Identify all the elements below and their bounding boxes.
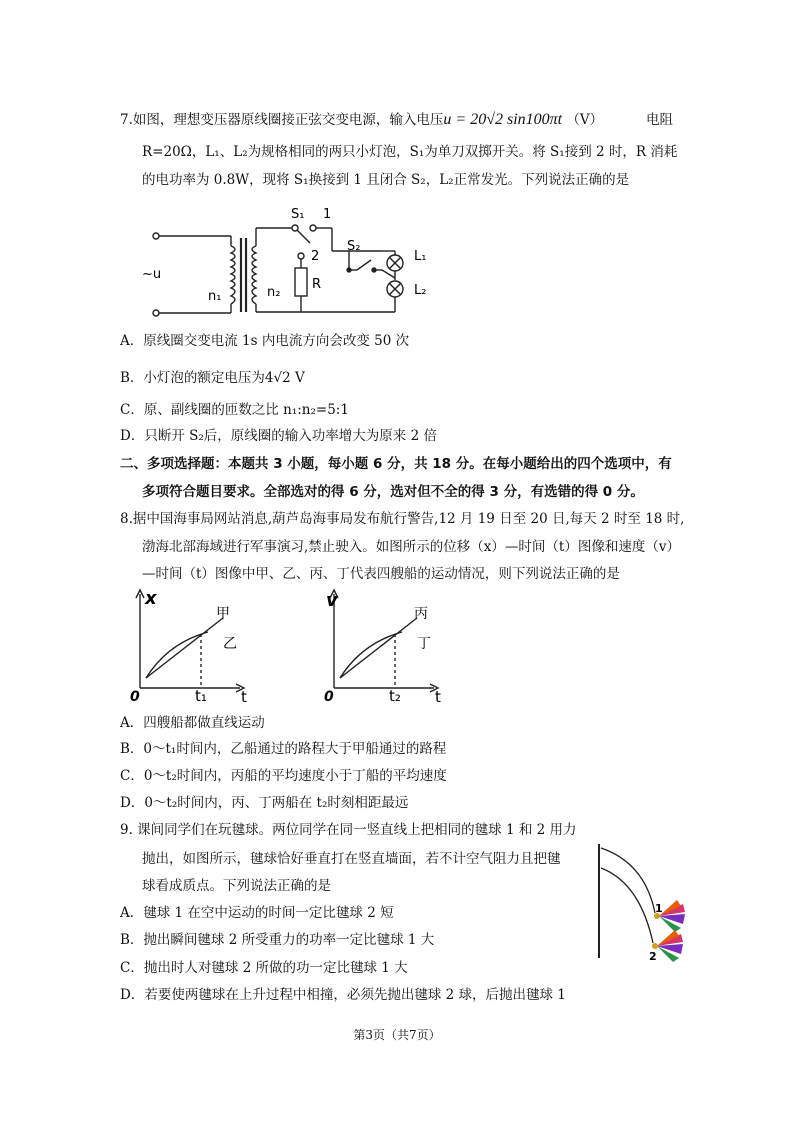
- q7-stem-line2: R=20Ω，L₁、L₂为规格相同的两只小灯泡，S₁为单刀双掷开关。将 S₁接到 2 时，R 消耗: [142, 144, 678, 160]
- label-1: 1: [323, 207, 332, 222]
- label-n2: n₂: [267, 285, 281, 300]
- vt-curve-ding: 丁: [417, 636, 431, 652]
- label-l2: L₂: [414, 283, 427, 298]
- q7-stem-line3: 的电功率为 0.8W，现将 S₁换接到 1 且闭合 S₂，L₂正常发光。下列说法正确的是: [142, 172, 630, 188]
- vt-origin: 0: [324, 689, 334, 705]
- label-n1: n₁: [208, 289, 222, 304]
- vt-curve-bing: 丙: [414, 606, 428, 622]
- q8-option-a: A．四艘船都做直线运动: [120, 715, 265, 731]
- q8-option-d: D．0～t₂时间内，丙、丁两船在 t₂时刻相距最远: [120, 795, 409, 811]
- q7-option-b: B．小灯泡的额定电压为4√2 V: [120, 370, 305, 386]
- q7-option-d: D．只断开 S₂后，原线圈的输入功率增大为原来 2 倍: [120, 428, 437, 444]
- q7-resistor-word: 电阻: [646, 112, 673, 128]
- vt-tick-t2: t₂: [389, 687, 401, 705]
- label-u: ~u: [142, 267, 162, 282]
- q7-voltage-formula: u = 20√2 sin100πt: [443, 111, 563, 128]
- label-2: 2: [311, 249, 320, 264]
- q9-option-a: A．毽球 1 在空中运动的时间一定比毽球 2 短: [120, 905, 394, 921]
- label-ball-1: 1: [655, 902, 663, 915]
- q9-option-c: C．抛出时人对毽球 2 所做的功一定比毽球 1 大: [120, 960, 408, 976]
- q7-option-a: A．原线圈交变电流 1s 内电流方向会改变 50 次: [120, 333, 410, 349]
- q8-option-c: C．0～t₂时间内，丙船的平均速度小于丁船的平均速度: [120, 768, 447, 784]
- xt-xlabel: t: [241, 688, 247, 706]
- xt-origin: 0: [130, 689, 140, 705]
- label-r: R: [312, 277, 322, 292]
- q8-stem-line1: 8.据中国海事局网站消息,葫芦岛海事局发布航行警告,12 月 19 日至 20 日,每天 2 时至 18 时,: [120, 511, 685, 527]
- xt-tick-t1: t₁: [195, 687, 207, 705]
- label-s1: S₁: [291, 207, 305, 222]
- q9-option-d: D．若要使两毽球在上升过程中相撞，必须先抛出毽球 2 球，后抛出毽球 1: [120, 987, 566, 1003]
- vt-ylabel: v: [326, 590, 338, 611]
- q7-unit: （V）: [566, 112, 604, 128]
- xt-curve-jia: 甲: [216, 606, 230, 622]
- q8-vt-graph: [322, 588, 462, 713]
- q9-option-b: B．抛出瞬间毽球 2 所受重力的功率一定比毽球 1 大: [120, 932, 435, 948]
- q8-option-b: B．0～t₁时间内，乙船通过的路程大于甲船通过的路程: [120, 741, 447, 757]
- q8-stem-line2: 渤海北部海域进行军事演习,禁止驶入。如图所示的位移（x）—时间（t）图像和速度（v）: [142, 539, 680, 555]
- section2-heading-line2: 多项符合题目要求。全部选对的得 6 分，选对但不全的得 3 分，有选错的得 0 分。: [142, 484, 644, 500]
- q9-shuttlecock-figure: [585, 838, 700, 978]
- q7-stem-prefix: 7.如图，理想变压器原线圈接正弦交变电源，输入电压: [120, 112, 444, 128]
- page-footer: 第3页（共7页）: [353, 1028, 441, 1042]
- label-l1: L₁: [414, 249, 427, 264]
- q8-stem-line3: —时间（t）图像中甲、乙、丙、丁代表四艘船的运动情况，则下列说法正确的是: [142, 566, 620, 582]
- xt-ylabel: x: [145, 588, 157, 609]
- xt-curve-yi: 乙: [223, 636, 237, 652]
- q9-stem-line1: 9. 课间同学们在玩毽球。两位同学在同一竖直线上把相同的毽球 1 和 2 用力: [120, 822, 577, 838]
- q7-stem-line1: [120, 110, 603, 130]
- vt-xlabel: t: [435, 688, 441, 706]
- q9-stem-line2: 抛出，如图所示，毽球恰好垂直打在竖直墙面，若不计空气阻力且把毽: [142, 851, 561, 867]
- q7-option-c: C．原、副线圈的匝数之比 n₁:n₂=5:1: [120, 402, 349, 418]
- q7-circuit-diagram: [135, 198, 435, 323]
- section2-heading-line1: 二、多项选择题：本题共 3 小题，每小题 6 分，共 18 分。在每小题给出的四个选项中，有: [120, 456, 672, 472]
- q9-stem-line3: 球看成质点。下列说法正确的是: [142, 878, 331, 894]
- label-ball-2: 2: [649, 950, 657, 963]
- q8-xt-graph: [128, 588, 268, 713]
- label-s2: S₂: [347, 239, 361, 254]
